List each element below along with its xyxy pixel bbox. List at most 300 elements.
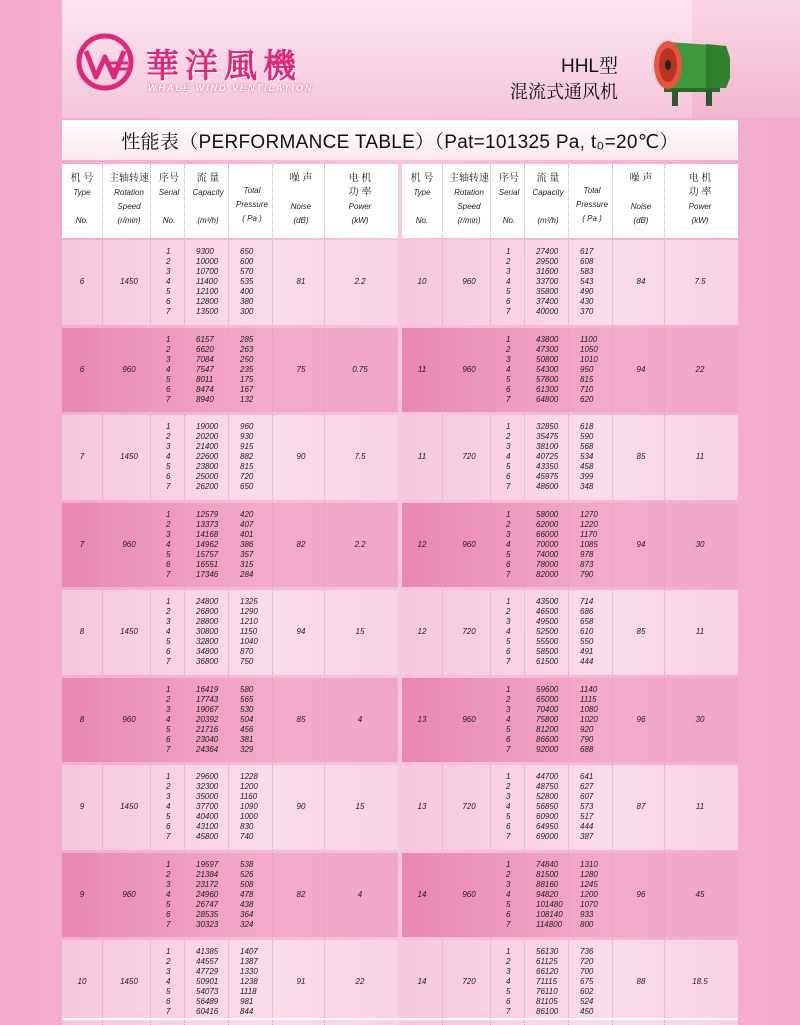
cell-type: 11 xyxy=(417,364,427,374)
cell-type: 10 xyxy=(77,977,87,987)
column-divider xyxy=(490,765,491,850)
column-divider xyxy=(524,765,525,850)
cell-power: 15 xyxy=(355,627,365,637)
column-divider xyxy=(150,853,151,938)
cell-capacity-list: 44700 48750 52800 56850 60900 64950 69000 xyxy=(536,772,559,842)
cell-noise: 94 xyxy=(636,364,646,374)
table-group-left xyxy=(62,678,398,763)
column-divider xyxy=(568,415,569,500)
header-power-cn1: 电 机 xyxy=(688,173,712,184)
column-divider xyxy=(612,590,613,675)
header-pressure-en1: Total xyxy=(583,186,601,195)
cell-pressure-list: 1100 1050 1010 950 815 710 620 xyxy=(580,334,598,404)
table-group-left xyxy=(62,240,398,325)
column-divider xyxy=(612,678,613,763)
column-divider xyxy=(524,590,525,675)
table-group-left xyxy=(62,590,398,675)
cell-capacity-list: 24800 26800 28800 30800 32800 34800 36800 xyxy=(196,597,219,667)
column-divider xyxy=(664,765,665,850)
column-divider xyxy=(490,853,491,938)
cell-power: 7.5 xyxy=(354,452,366,462)
cell-serial-list: 1 2 3 4 5 6 7 xyxy=(506,334,511,404)
table-group-right xyxy=(402,415,738,500)
cell-noise: 84 xyxy=(636,277,646,287)
cell-power: 15 xyxy=(355,802,365,812)
cell-serial-list: 1 2 3 4 5 6 7 xyxy=(506,859,511,929)
header-power xyxy=(332,172,388,228)
column-divider xyxy=(490,415,491,500)
cell-noise: 75 xyxy=(296,364,306,374)
header-speed xyxy=(106,172,152,228)
column-divider xyxy=(272,328,273,413)
column-divider xyxy=(102,940,103,1025)
cell-pressure-list: 1310 1280 1245 1200 1070 933 800 xyxy=(580,859,598,929)
column-divider xyxy=(228,240,229,325)
column-divider xyxy=(442,415,443,500)
column-divider xyxy=(568,765,569,850)
cell-pressure-list: 650 600 570 535 400 380 300 xyxy=(240,247,254,317)
cell-capacity-list: 6157 6620 7084 7547 8011 8474 8940 xyxy=(196,334,214,404)
cell-serial-list: 1 2 3 4 5 6 7 xyxy=(166,684,171,754)
column-divider xyxy=(524,503,525,588)
cell-serial-list: 1 2 3 4 5 6 7 xyxy=(506,422,511,492)
cell-power: 22 xyxy=(355,977,365,987)
column-divider xyxy=(442,853,443,938)
cell-pressure-list: 1270 1220 1170 1085 978 873 790 xyxy=(580,509,598,579)
table-group-right xyxy=(402,328,738,413)
brand-name-cn: 華洋風機 xyxy=(146,46,302,85)
cell-type: 11 xyxy=(417,452,427,462)
table-group-left xyxy=(62,940,398,1025)
cell-power: 11 xyxy=(695,802,705,812)
header-speed-unit: (r/min) xyxy=(457,216,481,225)
header-divider xyxy=(102,164,103,238)
header-capacity-cn: 流 量 xyxy=(196,173,220,184)
column-divider xyxy=(228,678,229,763)
column-divider xyxy=(272,415,273,500)
column-divider xyxy=(568,590,569,675)
table-group-left xyxy=(62,765,398,850)
header-speed xyxy=(446,172,492,228)
header-speed-unit: (r/min) xyxy=(117,216,141,225)
cell-speed: 960 xyxy=(462,277,476,287)
header-speed-en2: Speed xyxy=(457,202,481,211)
header-pressure-unit: ( Pa ) xyxy=(582,214,602,223)
header-speed-cn: 主轴转速 xyxy=(449,173,489,184)
column-divider xyxy=(102,853,103,938)
column-divider xyxy=(184,503,185,588)
header-power-en: Power xyxy=(348,202,372,211)
column-divider xyxy=(272,765,273,850)
column-divider xyxy=(664,590,665,675)
cell-noise: 96 xyxy=(636,889,646,899)
cell-noise: 88 xyxy=(636,977,646,987)
column-divider xyxy=(324,240,325,325)
column-divider xyxy=(568,503,569,588)
cell-speed: 720 xyxy=(462,452,476,462)
column-divider xyxy=(664,415,665,500)
cell-type: 13 xyxy=(417,802,427,812)
header-power-en: Power xyxy=(688,202,712,211)
cell-speed: 1450 xyxy=(120,802,138,812)
header-noise-unit: (dB) xyxy=(633,216,649,225)
column-divider xyxy=(612,328,613,413)
company-logo-icon xyxy=(76,33,134,91)
cell-pressure-list: 580 565 530 504 456 381 329 xyxy=(240,684,254,754)
header-capacity-unit: (m³/h) xyxy=(197,216,219,225)
column-divider xyxy=(150,765,151,850)
header-serial xyxy=(494,172,524,228)
cell-capacity-list: 56130 61125 66120 71115 76110 81105 86100 xyxy=(536,947,559,1017)
cell-speed: 960 xyxy=(122,714,136,724)
header-pressure-unit: ( Pa ) xyxy=(242,214,262,223)
cell-pressure-list: 420 407 401 386 357 315 284 xyxy=(240,509,254,579)
cell-serial-list: 1 2 3 4 5 6 7 xyxy=(506,684,511,754)
header-type-no: No. xyxy=(75,216,89,225)
table-group-left xyxy=(62,853,398,938)
cell-power: 18.5 xyxy=(692,977,708,987)
cell-capacity-list: 12579 13373 14168 14962 15757 16551 17346 xyxy=(196,509,219,579)
cell-type: 10 xyxy=(417,277,427,287)
table-group-right xyxy=(402,678,738,763)
column-divider xyxy=(102,590,103,675)
header-speed-en2: Speed xyxy=(117,202,141,211)
header-type-cn: 机 号 xyxy=(70,173,94,184)
model-description: 混流式通风机 xyxy=(510,82,618,102)
header-power-cn2: 功 率 xyxy=(688,187,712,198)
column-divider xyxy=(524,415,525,500)
table-group-right xyxy=(402,940,738,1025)
cell-capacity-list: 58000 62000 66000 70000 74000 78000 82000 xyxy=(536,509,559,579)
cell-type: 8 xyxy=(79,714,85,724)
cell-capacity-list: 9300 10000 10700 11400 12100 12800 13500 xyxy=(196,247,219,317)
column-divider xyxy=(612,853,613,938)
column-divider xyxy=(442,678,443,763)
table-group-left xyxy=(62,415,398,500)
table-group-right xyxy=(402,853,738,938)
header-pressure xyxy=(232,184,272,226)
cell-speed: 960 xyxy=(122,364,136,374)
column-divider xyxy=(228,765,229,850)
cell-type: 6 xyxy=(79,277,85,287)
column-divider xyxy=(568,240,569,325)
cell-capacity-list: 74840 81500 88160 94820 101480 108140 114800 xyxy=(536,859,563,929)
cell-noise: 90 xyxy=(296,802,306,812)
column-divider xyxy=(272,853,273,938)
cell-pressure-list: 617 608 583 543 490 430 370 xyxy=(580,247,594,317)
header-type xyxy=(406,172,438,228)
cell-capacity-list: 59600 65000 70400 75800 81200 86600 92000 xyxy=(536,684,559,754)
cell-serial-list: 1 2 3 4 5 6 7 xyxy=(166,247,171,317)
cell-serial-list: 1 2 3 4 5 6 7 xyxy=(506,772,511,842)
header-divider xyxy=(324,164,325,238)
cell-serial-list: 1 2 3 4 5 6 7 xyxy=(166,422,171,492)
header-speed-en1: Rotation xyxy=(114,188,144,197)
header-divider xyxy=(664,164,665,238)
cell-type: 9 xyxy=(79,802,85,812)
header-capacity-en: Capacity xyxy=(192,188,224,197)
header-serial-en: Serial xyxy=(498,188,520,197)
column-divider xyxy=(524,240,525,325)
cell-pressure-list: 1228 1200 1160 1090 1000 830 740 xyxy=(240,772,258,842)
cell-speed: 960 xyxy=(122,539,136,549)
header-serial-cn: 序号 xyxy=(159,173,179,184)
header-type-en: Type xyxy=(73,188,91,197)
column-divider xyxy=(490,503,491,588)
cell-power: 30 xyxy=(695,539,705,549)
column-divider xyxy=(184,940,185,1025)
column-divider xyxy=(150,940,151,1025)
column-divider xyxy=(442,590,443,675)
cell-speed: 720 xyxy=(462,802,476,812)
cell-capacity-list: 29600 32300 35000 37700 40400 43100 45800 xyxy=(196,772,219,842)
header-noise-en: Noise xyxy=(290,202,312,211)
header-pressure-en1: Total xyxy=(243,186,261,195)
column-divider xyxy=(184,678,185,763)
column-divider xyxy=(442,940,443,1025)
cell-pressure-list: 714 686 658 610 550 491 444 xyxy=(580,597,594,667)
cell-type: 13 xyxy=(417,714,427,724)
cell-noise: 87 xyxy=(636,802,646,812)
cell-capacity-list: 32850 35475 38100 40725 43350 45975 48600 xyxy=(536,422,559,492)
cell-pressure-list: 1407 1387 1330 1238 1118 981 844 xyxy=(240,947,258,1017)
header-noise-cn: 噪 声 xyxy=(629,173,653,184)
header-noise xyxy=(276,172,326,228)
cell-pressure-list: 538 526 508 478 438 364 324 xyxy=(240,859,254,929)
header-divider xyxy=(184,164,185,238)
cell-serial-list: 1 2 3 4 5 6 7 xyxy=(506,509,511,579)
column-divider xyxy=(612,415,613,500)
column-divider xyxy=(324,328,325,413)
header-divider xyxy=(612,164,613,238)
column-divider xyxy=(272,678,273,763)
cell-power: 45 xyxy=(695,889,705,899)
column-divider xyxy=(490,940,491,1025)
column-divider xyxy=(228,503,229,588)
column-divider xyxy=(184,765,185,850)
cell-serial-list: 1 2 3 4 5 6 7 xyxy=(166,947,171,1017)
cell-speed: 960 xyxy=(462,364,476,374)
column-divider xyxy=(102,240,103,325)
column-divider xyxy=(442,328,443,413)
table-group-right xyxy=(402,765,738,850)
header-divider xyxy=(568,164,569,238)
header-type-en: Type xyxy=(413,188,431,197)
column-divider xyxy=(228,590,229,675)
cell-serial-list: 1 2 3 4 5 6 7 xyxy=(506,247,511,317)
column-divider xyxy=(442,240,443,325)
cell-capacity-list: 43500 46500 49500 52500 55500 58500 61500 xyxy=(536,597,559,667)
header-divider xyxy=(442,164,443,238)
cell-serial-list: 1 2 3 4 5 6 7 xyxy=(166,334,171,404)
column-divider xyxy=(524,853,525,938)
header-power-unit: (kW) xyxy=(691,216,709,225)
column-divider xyxy=(184,328,185,413)
cell-pressure-list: 618 590 568 534 458 399 348 xyxy=(580,422,594,492)
cell-speed: 960 xyxy=(462,539,476,549)
header-divider xyxy=(150,164,151,238)
cell-power: 2.2 xyxy=(354,277,366,287)
column-divider xyxy=(568,940,569,1025)
header-banner xyxy=(62,0,738,118)
column-divider xyxy=(664,853,665,938)
column-divider xyxy=(568,853,569,938)
cell-power: 11 xyxy=(695,627,705,637)
column-divider xyxy=(150,590,151,675)
column-divider xyxy=(150,503,151,588)
column-divider xyxy=(228,328,229,413)
column-divider xyxy=(150,415,151,500)
header-divider xyxy=(490,164,491,238)
column-divider xyxy=(490,678,491,763)
cell-type: 12 xyxy=(417,627,427,637)
cell-type: 9 xyxy=(79,889,85,899)
cell-pressure-list: 960 930 915 882 815 720 650 xyxy=(240,422,254,492)
cell-capacity-list: 19000 20200 21400 22600 23800 25000 26200 xyxy=(196,422,219,492)
header-power xyxy=(672,172,728,228)
cell-speed: 960 xyxy=(462,889,476,899)
cell-pressure-list: 736 720 700 675 602 524 450 xyxy=(580,947,594,1017)
cell-serial-list: 1 2 3 4 5 6 7 xyxy=(506,597,511,667)
header-noise xyxy=(616,172,666,228)
column-divider xyxy=(272,240,273,325)
cell-type: 8 xyxy=(79,627,85,637)
header-noise-en: Noise xyxy=(630,202,652,211)
header-serial-en: Serial xyxy=(158,188,180,197)
header-speed-cn: 主轴转速 xyxy=(109,173,149,184)
header-serial-cn: 序号 xyxy=(499,173,519,184)
header-capacity-en: Capacity xyxy=(532,188,564,197)
column-divider xyxy=(102,503,103,588)
performance-table xyxy=(62,164,738,1025)
header-divider xyxy=(524,164,525,238)
column-divider xyxy=(568,678,569,763)
cell-serial-list: 1 2 3 4 5 6 7 xyxy=(166,772,171,842)
header-power-cn2: 功 率 xyxy=(348,187,372,198)
cell-pressure-list: 641 627 607 573 517 444 387 xyxy=(580,772,594,842)
column-divider xyxy=(664,940,665,1025)
column-divider xyxy=(228,940,229,1025)
cell-noise: 82 xyxy=(296,539,306,549)
cell-speed: 1450 xyxy=(120,627,138,637)
mixed-flow-fan-image xyxy=(646,28,738,108)
column-divider xyxy=(184,415,185,500)
cell-power: 4 xyxy=(357,714,363,724)
cell-power: 11 xyxy=(695,452,705,462)
column-divider xyxy=(664,240,665,325)
cell-noise: 90 xyxy=(296,452,306,462)
table-group-left xyxy=(62,328,398,413)
column-divider xyxy=(272,503,273,588)
column-divider xyxy=(184,240,185,325)
table-header-right xyxy=(402,164,738,238)
cell-power: 7.5 xyxy=(694,277,706,287)
column-divider xyxy=(612,940,613,1025)
header-capacity-cn: 流 量 xyxy=(536,173,560,184)
table-header-left xyxy=(62,164,398,238)
cell-noise: 81 xyxy=(296,277,306,287)
column-divider xyxy=(568,328,569,413)
column-divider xyxy=(664,503,665,588)
header-noise-cn: 噪 声 xyxy=(289,173,313,184)
cell-power: 0.75 xyxy=(352,364,368,374)
cell-power: 30 xyxy=(695,714,705,724)
header-power-cn1: 电 机 xyxy=(348,173,372,184)
cell-noise: 85 xyxy=(636,627,646,637)
bottom-divider xyxy=(62,1018,738,1020)
column-divider xyxy=(228,853,229,938)
cell-capacity-list: 16419 17743 19067 20392 21716 23040 24364 xyxy=(196,684,219,754)
cell-type: 12 xyxy=(417,539,427,549)
cell-speed: 960 xyxy=(122,889,136,899)
cell-speed: 960 xyxy=(462,714,476,724)
column-divider xyxy=(150,678,151,763)
column-divider xyxy=(664,678,665,763)
column-divider xyxy=(442,503,443,588)
cell-capacity-list: 43800 47300 50800 54300 57800 61300 64800 xyxy=(536,334,559,404)
column-divider xyxy=(272,940,273,1025)
header-pressure-en2: Pressure xyxy=(235,200,268,209)
cell-capacity-list: 19597 21384 23172 24960 26747 28535 30323 xyxy=(196,859,219,929)
header-divider xyxy=(272,164,273,238)
column-divider xyxy=(324,853,325,938)
column-divider xyxy=(184,853,185,938)
column-divider xyxy=(324,590,325,675)
cell-noise: 94 xyxy=(636,539,646,549)
header-serial xyxy=(154,172,184,228)
header-capacity-unit: (m³/h) xyxy=(537,216,559,225)
column-divider xyxy=(664,328,665,413)
column-divider xyxy=(612,765,613,850)
cell-noise: 82 xyxy=(296,889,306,899)
cell-power: 4 xyxy=(357,889,363,899)
model-label: HHL型 xyxy=(560,56,618,77)
column-divider xyxy=(490,590,491,675)
cell-speed: 1450 xyxy=(120,277,138,287)
cell-noise: 85 xyxy=(636,452,646,462)
cell-pressure-list: 1325 1290 1210 1150 1040 870 750 xyxy=(240,597,258,667)
column-divider xyxy=(228,415,229,500)
brand-name-en: WHALE WIND VENTILATION xyxy=(148,83,314,93)
column-divider xyxy=(524,678,525,763)
column-divider xyxy=(184,590,185,675)
header-pressure-en2: Pressure xyxy=(575,200,608,209)
cell-speed: 1450 xyxy=(120,452,138,462)
table-group-left xyxy=(62,503,398,588)
cell-type: 7 xyxy=(79,452,85,462)
cell-type: 14 xyxy=(417,977,427,987)
column-divider xyxy=(102,415,103,500)
cell-type: 7 xyxy=(79,539,85,549)
header-serial-no: No. xyxy=(162,216,176,225)
header-type xyxy=(66,172,98,228)
column-divider xyxy=(490,240,491,325)
column-divider xyxy=(324,940,325,1025)
cell-serial-list: 1 2 3 4 5 6 7 xyxy=(166,509,171,579)
column-divider xyxy=(442,765,443,850)
cell-type: 14 xyxy=(417,889,427,899)
header-noise-unit: (dB) xyxy=(293,216,309,225)
header-capacity xyxy=(528,172,568,228)
header-serial-no: No. xyxy=(502,216,516,225)
cell-noise: 85 xyxy=(296,714,306,724)
column-divider xyxy=(150,328,151,413)
cell-speed: 1450 xyxy=(120,977,138,987)
cell-capacity-list: 27400 29500 31600 33700 35800 37400 40000 xyxy=(536,247,559,317)
column-divider xyxy=(272,590,273,675)
cell-serial-list: 1 2 3 4 5 6 7 xyxy=(506,947,511,1017)
column-divider xyxy=(102,765,103,850)
